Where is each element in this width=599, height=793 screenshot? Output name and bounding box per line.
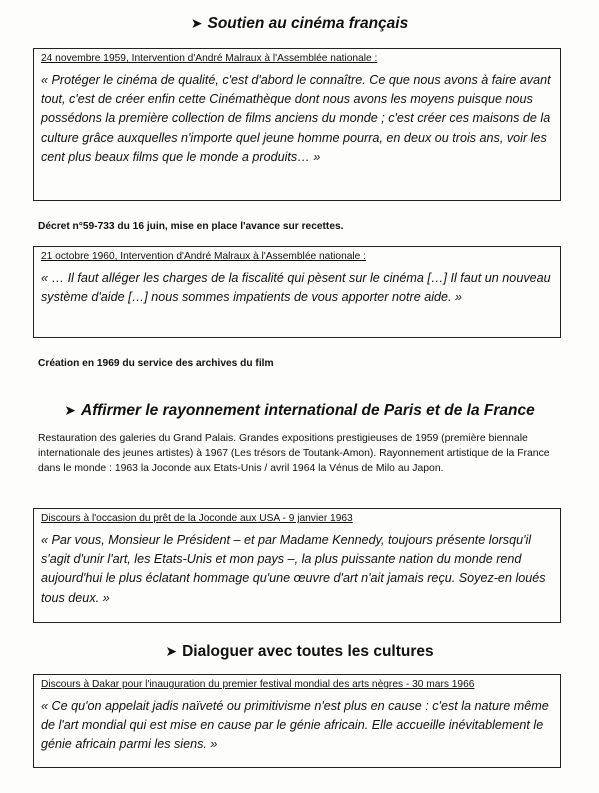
international-paragraph: Restauration des galeries du Grand Palais. Grandes expositions prestigieuses de 1959 (première biennale internationale des jeunes artistes) à 1967 (Les trésors de Toutank-Amon). Rayonnement artistique de la France dans le monde : 1963 la Joconde aux Etats-Unis / avril 1964 la Vénus de Milo au Japon. <box>38 433 550 474</box>
quote-box-joconde <box>33 508 561 623</box>
section-heading-cultures <box>0 643 599 661</box>
section-heading-cultures-text: Dialoguer avec toutes les cultures <box>182 643 434 660</box>
archives-note: Création en 1969 du service des archives du film <box>38 358 274 369</box>
quote-box-1959 <box>33 48 561 201</box>
decree-note: Décret n°59-733 du 16 juin, mise en place l'avance sur recettes. <box>38 221 344 232</box>
quote-text: « … Il faut alléger les charges de la fiscalité qui pèsent sur le cinéma […] Il faut un nouveau système d'aide […] nous sommes impatients de vous apporter notre aide. » <box>41 271 551 305</box>
section-heading-cinema-text: Soutien au cinéma français <box>207 15 409 32</box>
arrowhead-bullet-icon: ➤ <box>64 402 77 418</box>
quote-box-title: 21 octobre 1960, Intervention d'André Malraux à l'Assemblée nationale : <box>41 251 366 262</box>
arrowhead-bullet-icon: ➤ <box>165 643 178 659</box>
section-heading-cinema <box>0 15 599 33</box>
quote-box-1960 <box>33 246 561 338</box>
quote-text: « Par vous, Monsieur le Président – et par Madame Kennedy, toujours présente lorsqu'il s'agit d'unir l'art, les Etats-Unis et mon pays –, la plus puissante nation du monde rend aujourd'hui le plus éclatant hommage qu'une œuvre d'art n'ait jamais reçu. Soyez-en loués tous deux. » <box>41 533 546 605</box>
quote-box-title: 24 novembre 1959, Intervention d'André Malraux à l'Assemblée nationale : <box>41 53 378 64</box>
quote-box-title: Discours à l'occasion du prêt de la Joconde aux USA - 9 janvier 1963 <box>41 513 353 524</box>
quote-text: « Protéger le cinéma de qualité, c'est d'abord le connaître. Ce que nous avons à faire avant tout, c'est de créer enfin cette Cinémathèque dont nous avons les moyens puisque nous possédons la première collection de films anciens du monde ; c'est créer ces maisons de la culture grâce auxquelles n'importe quel jeune homme pourra, en deux ou trois ans, voir les cent plus beaux films que le monde a produits… » <box>41 73 551 164</box>
arrowhead-bullet-icon: ➤ <box>190 15 203 31</box>
quote-box-dakar <box>33 674 561 768</box>
section-heading-international-text: Affirmer le rayonnement international de Paris et de la France <box>81 402 535 419</box>
section-heading-international <box>0 402 599 420</box>
quote-box-title: Discours à Dakar pour l'inauguration du premier festival mondial des arts nègres - 30 mars 1966 <box>41 679 475 690</box>
quote-text: « Ce qu'on appelait jadis naïveté ou primitivisme n'est plus en cause : c'est la nature même de l'art mondial qui est mise en cause par le génie africain. Elle accueille inévitablement le génie africain parmi les siens. » <box>41 699 549 752</box>
